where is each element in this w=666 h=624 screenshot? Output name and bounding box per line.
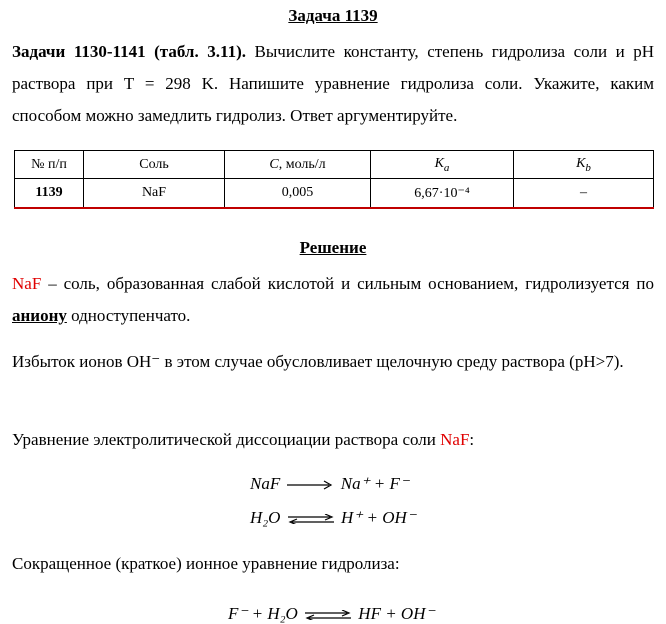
- p1-text: – соль, образованная слабой кислотой и сильным основанием, гидролизуется по: [41, 274, 654, 293]
- salt-name: NaF: [12, 274, 42, 293]
- cell-concentration: 0,005: [225, 179, 371, 209]
- cell-kb: –: [514, 179, 654, 209]
- eq3-right: HF + OH⁻: [358, 604, 435, 623]
- header-salt: Соль: [84, 151, 225, 179]
- anion-word: аниону: [12, 306, 67, 325]
- eq3-left: F⁻ + H₂O: [228, 604, 298, 623]
- salt-name-2: NaF: [440, 430, 470, 449]
- solution-heading: Решение: [299, 238, 367, 257]
- header-concentration: C, моль/л: [225, 151, 371, 179]
- eq1-right: Na⁺ + F⁻: [340, 474, 409, 493]
- header-number: № п/п: [15, 151, 84, 179]
- solution-paragraph-1: [12, 268, 654, 332]
- equation-hydrolysis: [228, 604, 434, 624]
- task-reference: Задачи 1130-1141 (табл. 3.11).: [12, 42, 246, 61]
- header-ka: $K_a$: [371, 151, 514, 179]
- problem-title: Задача 1139: [288, 6, 378, 25]
- cell-salt: NaF: [84, 179, 225, 209]
- solution-paragraph-4: Сокращенное (краткое) ионное уравнение гидролиза:: [12, 554, 400, 573]
- eq1-left: NaF: [250, 474, 281, 493]
- cell-number: 1139: [15, 179, 84, 209]
- data-table: [14, 150, 654, 209]
- task-text: Вычислите константу, степень гидролиза соли и pH раствора при T = 298 K. Напишите уравнение гидролиза соли. Укажите, каким способом можно замедлить гидролиз. Ответ аргументируйте.: [12, 42, 654, 125]
- eq2-left: H₂O: [250, 508, 281, 527]
- p3-text: Уравнение электролитической диссоциации раствора соли: [12, 430, 441, 449]
- task-statement: [12, 36, 654, 132]
- forward-arrow-icon: [287, 480, 333, 490]
- equilibrium-arrow-icon-2: [305, 610, 351, 620]
- equilibrium-arrow-icon: [288, 514, 334, 524]
- table-header-row: [15, 151, 654, 179]
- solution-paragraph-2: Избыток ионов OH⁻ в этом случае обусловливает щелочную среду раствора (pH>7).: [12, 352, 624, 371]
- p3-end: :: [469, 430, 475, 449]
- cell-ka: 6,67·10⁻⁴: [371, 179, 514, 209]
- solution-paragraph-3: [12, 424, 654, 456]
- header-kb: $K_b$: [514, 151, 654, 179]
- equation-water: [250, 508, 416, 528]
- p1-text-end: одноступенчато.: [66, 306, 191, 325]
- equation-dissociation: [250, 474, 409, 494]
- eq2-right: H⁺ + OH⁻: [340, 508, 416, 527]
- table-row: [15, 179, 654, 209]
